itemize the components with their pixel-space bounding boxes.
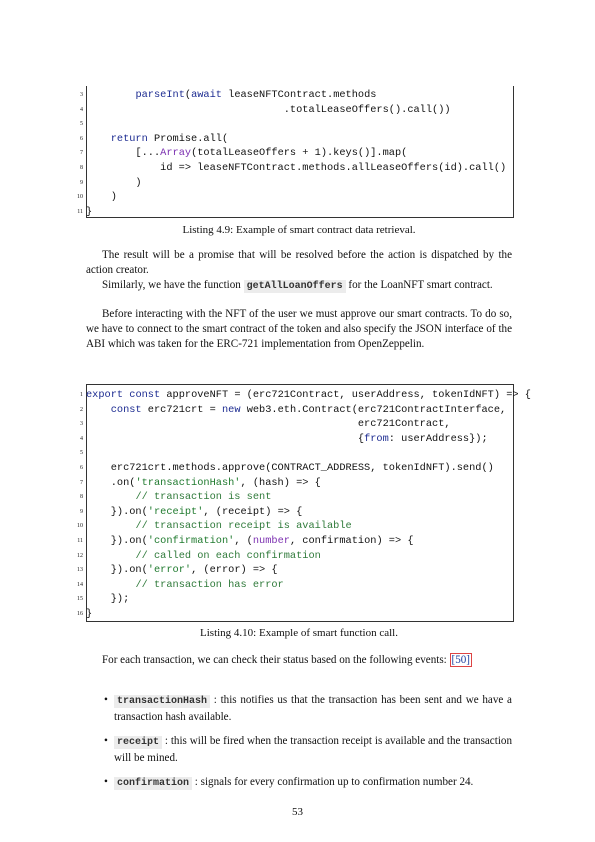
code-text <box>86 563 278 578</box>
code-token: [... <box>86 147 161 160</box>
code-token: from <box>364 432 389 445</box>
code-line <box>80 446 513 461</box>
code-token: , (error) => { <box>191 564 278 577</box>
listing-caption-4-9: Listing 4.9: Example of smart contract data retrieval. <box>182 224 416 236</box>
code-line <box>77 607 513 622</box>
code-token: : userAddress}); <box>388 432 488 445</box>
line-number: 4 <box>80 435 83 442</box>
code-line <box>80 388 531 403</box>
code-token: } <box>86 205 93 218</box>
line-number: 8 <box>80 164 83 171</box>
code-token: 'transactionHash' <box>135 476 241 489</box>
code-token: // called on each confirmation <box>135 549 321 562</box>
code-token: Array <box>160 147 192 160</box>
code-token: export <box>86 389 124 401</box>
line-number: 3 <box>80 92 83 98</box>
line-number: 7 <box>80 150 83 157</box>
code-token: } <box>86 607 93 620</box>
code-line <box>77 190 513 205</box>
code-line <box>80 417 513 432</box>
code-line <box>77 534 513 549</box>
list-item-description: : this notifies us that the transaction has been sent and we have a transaction hash available. <box>114 694 512 723</box>
list-item-description: : this will be fired when the transaction receipt is available and the transaction will be mined. <box>114 735 512 764</box>
code-text <box>86 476 321 491</box>
page-number: 53 <box>292 806 303 818</box>
code-token: id => leaseNFTContract.methods.allLeaseOffers(id).call() <box>86 161 507 174</box>
code-token: , (hash) => { <box>240 476 321 489</box>
line-number: 11 <box>77 537 83 544</box>
line-number: 16 <box>77 610 83 617</box>
code-text <box>86 505 302 520</box>
inline-code: confirmation <box>114 777 192 790</box>
code-token: approveNFT = (erc721Contract, userAddress, tokenIdNFT) => { <box>160 389 531 401</box>
code-text <box>86 490 271 505</box>
line-number: 6 <box>80 135 83 142</box>
bullet-icon: • <box>104 776 108 788</box>
code-token <box>86 133 111 145</box>
code-text <box>86 161 506 176</box>
line-number: 5 <box>80 450 83 457</box>
line-number: 6 <box>80 464 83 471</box>
code-token: number <box>252 534 290 547</box>
code-line <box>77 592 513 607</box>
code-token: (totalLeaseOffers + 1).keys()].map( <box>191 147 408 160</box>
code-token: parseInt <box>135 89 185 101</box>
code-text <box>86 432 488 447</box>
code-text <box>86 417 451 432</box>
line-number: 9 <box>80 179 83 186</box>
code-token: erc721crt = <box>141 403 222 416</box>
code-text <box>86 403 506 418</box>
code-line <box>77 563 513 578</box>
code-line <box>80 490 513 505</box>
code-token: web3.eth.Contract(erc721ContractInterface, <box>240 403 507 416</box>
code-token: , confirmation) => { <box>289 534 414 547</box>
code-line <box>77 549 513 564</box>
code-token: }).on( <box>86 564 148 577</box>
bullet-icon: • <box>104 694 108 706</box>
code-text <box>86 205 92 220</box>
code-text <box>86 88 376 103</box>
code-text <box>86 388 531 403</box>
code-token: , ( <box>234 534 253 547</box>
line-number: 13 <box>77 567 83 574</box>
code-token: const <box>110 403 142 416</box>
code-token: ) <box>86 176 142 189</box>
line-number: 1 <box>80 392 83 398</box>
code-line <box>80 146 513 161</box>
code-line <box>80 432 513 447</box>
code-line <box>80 476 513 491</box>
code-token: return <box>110 132 148 145</box>
code-token: }); <box>86 593 130 606</box>
list-item-text <box>114 693 512 725</box>
paragraph-approve-intro: Before interacting with the NFT of the user we must approve our smart contracts. To do so, we have to connect to the smart contract of the token and also specify the JSON interface of the ABI which was taken for the ERC-721 implementation from OpenZeppelin. <box>86 308 512 350</box>
code-token: }).on( <box>86 505 148 518</box>
code-token: const <box>129 389 161 401</box>
code-line <box>80 103 513 118</box>
code-text <box>86 103 451 118</box>
paragraph-promise-result: The result will be a promise that will be resolved before the action is dispatched by the action creator. <box>86 249 512 276</box>
inline-code: getAllLoanOffers <box>244 280 346 293</box>
line-number: 8 <box>80 494 83 501</box>
code-text <box>86 592 129 607</box>
code-token: ) <box>86 191 117 204</box>
code-text <box>86 190 117 205</box>
code-text <box>86 176 142 191</box>
line-number: 10 <box>77 523 83 530</box>
code-line <box>80 88 513 103</box>
code-listing-4-10 <box>77 384 531 622</box>
line-number: 11 <box>77 208 83 215</box>
code-text <box>86 132 228 147</box>
code-line <box>80 403 513 418</box>
code-line <box>77 205 513 220</box>
code-line <box>80 505 513 520</box>
code-text <box>86 607 92 622</box>
line-number: 14 <box>77 581 83 588</box>
line-number: 2 <box>80 406 83 413</box>
citation-link[interactable]: [50] <box>451 654 470 666</box>
line-number: 12 <box>77 552 83 559</box>
code-line <box>80 176 513 191</box>
code-listing-4-9 <box>77 86 514 218</box>
code-token: new <box>221 403 241 416</box>
code-token: await <box>191 89 222 101</box>
code-token: { <box>86 432 365 445</box>
code-text <box>86 146 407 161</box>
code-token: // transaction is sent <box>135 491 272 504</box>
code-text <box>86 534 414 549</box>
line-number: 7 <box>80 479 83 486</box>
paragraph-text: for the LoanNFT smart contract. <box>348 279 493 291</box>
inline-code: receipt <box>114 736 162 749</box>
code-token: ( <box>184 89 192 101</box>
paragraph-events-intro <box>86 653 512 668</box>
code-token: 'receipt' <box>147 505 204 518</box>
line-number: 15 <box>77 596 83 603</box>
code-text <box>86 578 284 593</box>
code-token <box>86 520 135 532</box>
code-token: erc721Contract, <box>86 418 451 431</box>
code-token: erc721crt.methods.approve(CONTRACT_ADDRESS, tokenIdNFT).send() <box>86 461 494 474</box>
paragraph-text: For each transaction, we can check their status based on the following events: <box>102 654 447 666</box>
code-text <box>86 461 494 476</box>
line-number: 10 <box>77 194 83 201</box>
bullet-icon: • <box>104 735 108 747</box>
code-token: leaseNFTContract.methods <box>221 89 377 101</box>
paragraph-text: Similarly, we have the function <box>102 279 241 291</box>
code-text <box>86 519 352 534</box>
code-line <box>77 519 513 534</box>
listing-caption-4-10: Listing 4.10: Example of smart function call. <box>200 627 398 639</box>
code-token <box>86 550 135 562</box>
line-number: 9 <box>80 508 83 515</box>
code-line <box>80 161 513 176</box>
code-token: Promise.all( <box>147 132 229 145</box>
code-token: .totalLeaseOffers().call()) <box>86 103 451 116</box>
code-token: // transaction has error <box>135 578 284 591</box>
code-token <box>86 404 111 416</box>
code-lines <box>77 388 531 622</box>
code-text <box>86 549 321 564</box>
code-line <box>80 461 513 476</box>
code-token <box>86 579 135 591</box>
list-item-text <box>114 734 512 766</box>
inline-code: transactionHash <box>114 695 210 708</box>
code-line <box>80 132 513 147</box>
code-token: 'error' <box>147 564 192 577</box>
code-line <box>77 578 513 593</box>
line-number: 5 <box>80 121 83 128</box>
code-token: // transaction receipt is available <box>135 520 352 533</box>
code-token <box>86 491 135 503</box>
code-token <box>86 89 135 101</box>
code-token: }).on( <box>86 534 148 547</box>
line-number: 3 <box>80 421 83 428</box>
line-number: 4 <box>80 106 83 113</box>
paragraph-similarly <box>86 278 512 295</box>
code-token: , (receipt) => { <box>203 505 303 518</box>
code-line <box>80 117 513 132</box>
list-item-text <box>114 775 512 792</box>
list-item-description: : signals for every confirmation up to confirmation number 24. <box>194 776 474 788</box>
code-token: .on( <box>86 476 136 489</box>
code-lines <box>77 88 513 219</box>
code-token: 'confirmation' <box>147 534 235 547</box>
